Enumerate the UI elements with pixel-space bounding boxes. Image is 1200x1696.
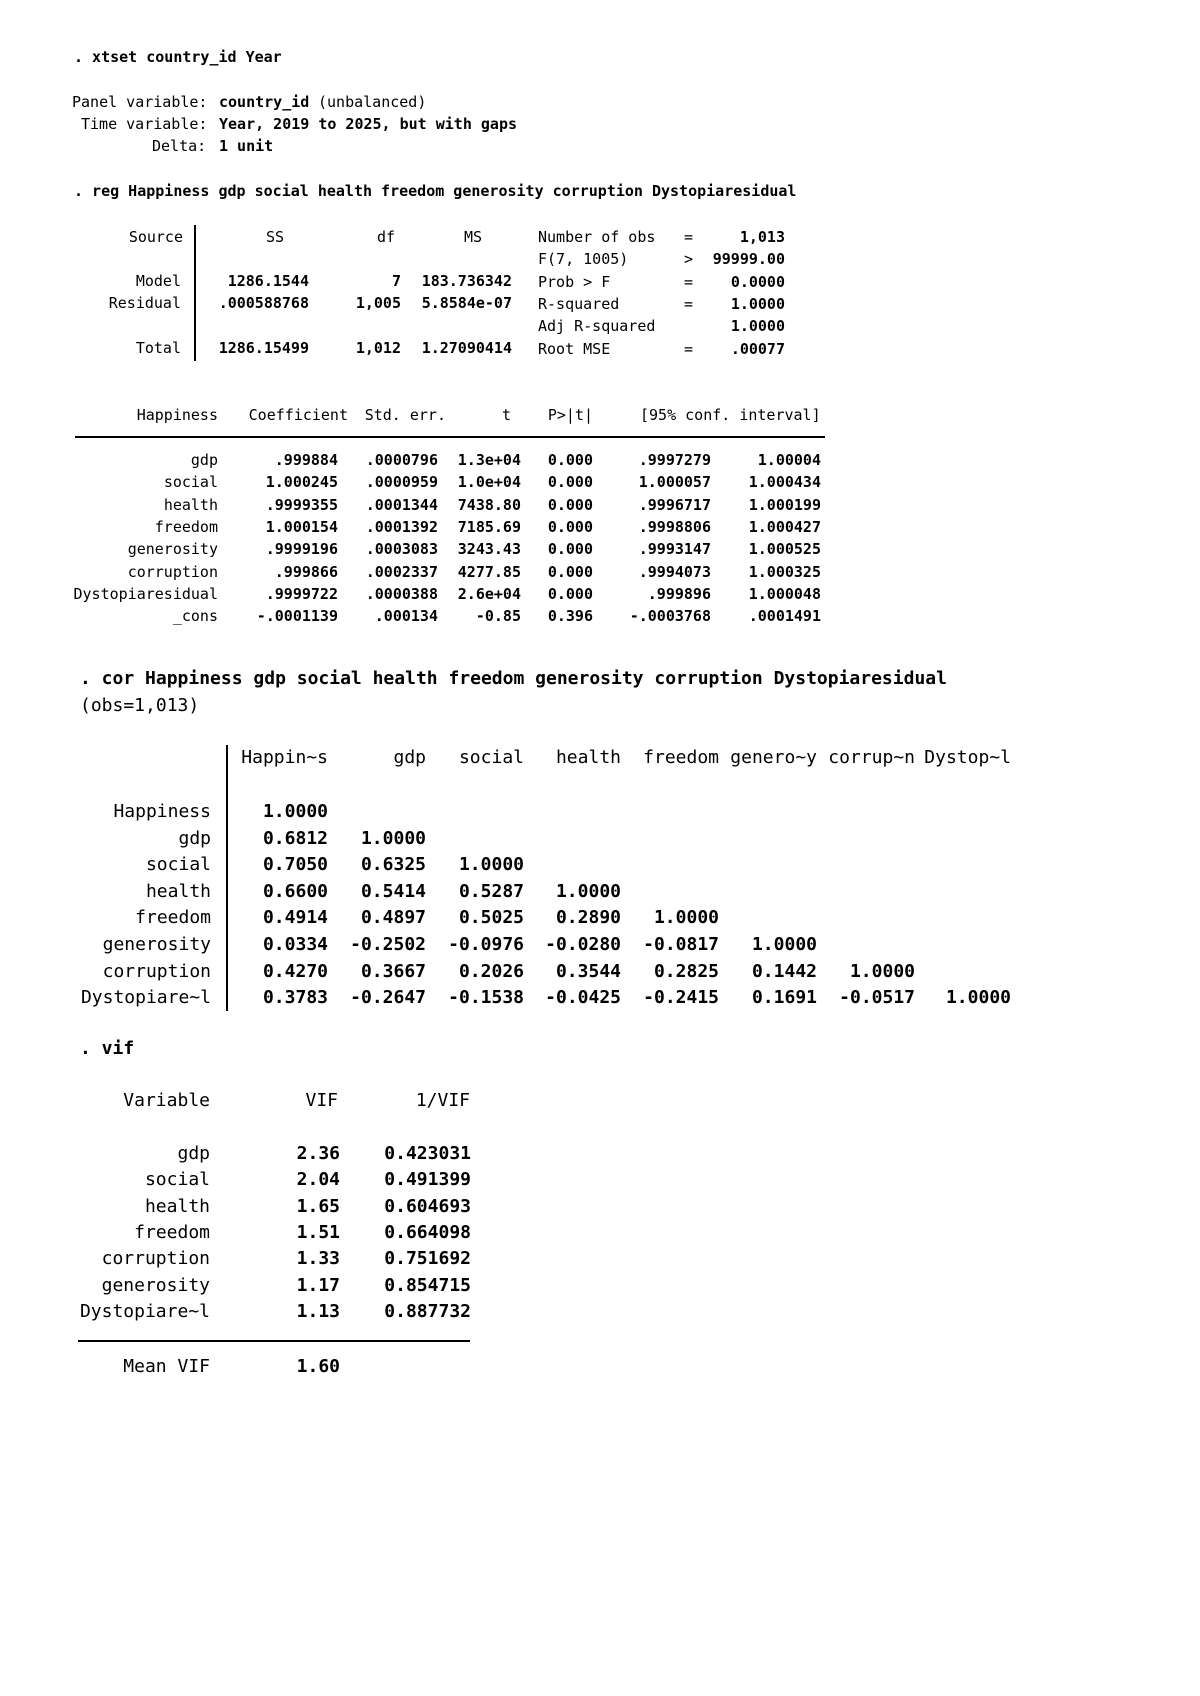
stat-label: F(7, 1005) bbox=[538, 250, 629, 269]
coef-value: 1.000154 bbox=[265, 517, 338, 536]
reg-command: . reg Happiness gdp social health freedom generosity corruption Dystopiaresidual bbox=[74, 182, 797, 200]
stat-value: 99999.00 bbox=[712, 250, 785, 269]
cor-value: 1.0000 bbox=[751, 934, 817, 955]
delta-value: 1 unit bbox=[219, 137, 274, 155]
cor-row-label: Happiness bbox=[113, 801, 211, 822]
cor-value: 0.7050 bbox=[262, 854, 328, 876]
stat-operator: = bbox=[684, 294, 694, 313]
vif-header: 1/VIF bbox=[415, 1090, 470, 1111]
vif-inverse: 0.854715 bbox=[384, 1274, 471, 1296]
cor-value: 0.6600 bbox=[262, 880, 328, 902]
cor-col-header: Happin~s bbox=[241, 747, 328, 768]
coef-p: 0.000 bbox=[547, 495, 593, 514]
cor-value: 0.2026 bbox=[458, 960, 524, 982]
anova-df: 7 bbox=[391, 272, 401, 290]
vif-value: 1.65 bbox=[296, 1195, 340, 1217]
vif-varname: generosity bbox=[101, 1274, 210, 1296]
cor-value: -0.2647 bbox=[350, 987, 426, 1009]
cor-col-header: corrup~n bbox=[828, 747, 915, 768]
coef-p: 0.000 bbox=[547, 473, 593, 492]
vif-value: 1.51 bbox=[296, 1221, 340, 1243]
cor-row-label: Dystopiare~l bbox=[80, 987, 211, 1009]
cor-value: -0.2415 bbox=[643, 987, 719, 1009]
coef-ci-low: .9998806 bbox=[638, 517, 711, 536]
cor-value: -0.0517 bbox=[839, 987, 915, 1009]
coef-t: 4277.85 bbox=[457, 562, 521, 581]
cor-row-label: gdp bbox=[178, 827, 211, 849]
cor-value: 0.0334 bbox=[262, 934, 328, 955]
coef-stderr: .0003083 bbox=[365, 540, 438, 559]
cor-value: 1.0000 bbox=[360, 827, 426, 849]
coef-ci-high: 1.000434 bbox=[748, 473, 821, 492]
vif-inverse: 0.491399 bbox=[384, 1169, 471, 1191]
cor-value: 1.0000 bbox=[945, 987, 1011, 1009]
time-variable-label: Time variable: bbox=[81, 115, 208, 133]
coef-t: -0.85 bbox=[475, 607, 521, 626]
cor-col-header: Dystop~l bbox=[924, 747, 1011, 768]
anova-ms: 1.27090414 bbox=[421, 339, 512, 357]
anova-ss: .000588768 bbox=[218, 294, 309, 312]
vif-value: 1.33 bbox=[296, 1248, 340, 1270]
vif-varname: corruption bbox=[101, 1248, 210, 1270]
cor-row-label: corruption bbox=[102, 960, 211, 982]
coef-header-rule bbox=[75, 436, 825, 438]
cor-value: 0.4270 bbox=[262, 960, 328, 982]
stat-operator: = bbox=[684, 339, 694, 358]
cor-divider bbox=[226, 745, 228, 1011]
coef-ci-low: -.0003768 bbox=[629, 607, 711, 626]
coef-header: Std. err. bbox=[364, 406, 446, 424]
stat-value: 1.0000 bbox=[730, 294, 785, 313]
stat-value: 1.0000 bbox=[730, 317, 785, 336]
coef-ci-high: .0001491 bbox=[748, 607, 821, 626]
vif-inverse: 0.887732 bbox=[384, 1300, 471, 1322]
cor-col-header: genero~y bbox=[730, 747, 817, 768]
vif-inverse: 0.604693 bbox=[384, 1195, 471, 1217]
vif-command: . vif bbox=[80, 1038, 135, 1059]
anova-ms: 183.736342 bbox=[421, 272, 512, 290]
panel-variable-note: (unbalanced) bbox=[318, 93, 427, 111]
anova-df: 1,012 bbox=[355, 339, 401, 357]
coef-ci-high: 1.000427 bbox=[748, 517, 821, 536]
coef-value: .9999355 bbox=[265, 495, 338, 514]
coef-varname: gdp bbox=[190, 451, 218, 469]
coef-value: 1.000245 bbox=[265, 473, 338, 492]
coef-varname: _cons bbox=[172, 607, 218, 626]
coef-stderr: .0000959 bbox=[365, 473, 438, 492]
cor-value: -0.2502 bbox=[350, 934, 426, 955]
stat-label: R-squared bbox=[538, 294, 620, 313]
anova-ms: 5.8584e-07 bbox=[421, 294, 512, 312]
delta-label: Delta: bbox=[152, 137, 207, 155]
stat-label: Root MSE bbox=[538, 339, 611, 358]
coef-t: 7438.80 bbox=[457, 495, 521, 514]
cor-command: . cor Happiness gdp social health freedom generosity corruption Dystopiaresidual bbox=[80, 668, 947, 689]
anova-df: 1,005 bbox=[355, 294, 401, 312]
vif-value: 1.17 bbox=[296, 1274, 340, 1296]
cor-value: 0.5414 bbox=[360, 880, 426, 902]
coef-value: -.0001139 bbox=[256, 607, 338, 626]
coef-header: P>|t| bbox=[547, 406, 593, 424]
coef-t: 7185.69 bbox=[457, 517, 521, 536]
cor-value: 0.2890 bbox=[555, 907, 621, 929]
vif-varname: health bbox=[144, 1195, 210, 1217]
coef-ci-high: 1.000199 bbox=[748, 495, 821, 514]
coef-ci-low: 1.000057 bbox=[638, 473, 711, 492]
vif-header: Variable bbox=[123, 1090, 210, 1111]
coef-p: 0.000 bbox=[547, 517, 593, 536]
stat-label: Adj R-squared bbox=[538, 317, 656, 336]
vif-varname: social bbox=[144, 1169, 210, 1191]
coef-ci-high: 1.000325 bbox=[748, 562, 821, 581]
anova-ss: 1286.1544 bbox=[227, 272, 309, 290]
vif-inverse: 0.664098 bbox=[384, 1221, 471, 1243]
stat-operator: = bbox=[684, 272, 694, 291]
cor-row-label: generosity bbox=[102, 934, 211, 955]
cor-value: 1.0000 bbox=[849, 960, 915, 982]
cor-value: -0.0425 bbox=[545, 987, 621, 1009]
stat-operator: = bbox=[684, 228, 694, 246]
cor-value: 0.1691 bbox=[751, 987, 817, 1009]
cor-value: 0.6812 bbox=[262, 827, 328, 849]
coef-varname: social bbox=[163, 473, 218, 492]
cor-value: 0.4914 bbox=[262, 907, 328, 929]
vif-rule bbox=[78, 1340, 470, 1342]
anova-ss: 1286.15499 bbox=[218, 339, 309, 357]
coef-varname: freedom bbox=[154, 517, 218, 536]
coef-t: 1.0e+04 bbox=[457, 473, 521, 492]
cor-value: 1.0000 bbox=[262, 801, 328, 822]
cor-value: -0.0280 bbox=[545, 934, 621, 955]
cor-value: -0.1538 bbox=[448, 987, 524, 1009]
coef-header-ci: [95% conf. interval] bbox=[640, 406, 821, 424]
coef-varname: Dystopiaresidual bbox=[73, 584, 218, 603]
anova-source: Total bbox=[135, 339, 181, 357]
stat-label: Number of obs bbox=[538, 228, 656, 246]
coef-stderr: .0000388 bbox=[365, 584, 438, 603]
stat-operator: > bbox=[684, 250, 694, 269]
panel-variable-value: country_id bbox=[219, 93, 310, 111]
cor-value: 0.1442 bbox=[751, 960, 817, 982]
xtset-command: . xtset country_id Year bbox=[74, 48, 282, 66]
cor-col-header: freedom bbox=[643, 747, 719, 768]
coef-stderr: .0000796 bbox=[365, 451, 438, 469]
coef-ci-high: 1.00004 bbox=[757, 451, 821, 469]
cor-value: 0.3783 bbox=[262, 987, 328, 1009]
coef-header: Coefficient bbox=[248, 406, 348, 424]
coef-ci-low: .9997279 bbox=[638, 451, 711, 469]
stat-label: Prob > F bbox=[538, 272, 611, 291]
coef-t: 3243.43 bbox=[457, 540, 521, 559]
cor-row-label: health bbox=[145, 880, 211, 902]
coef-t: 1.3e+04 bbox=[457, 451, 521, 469]
coef-ci-low: .999896 bbox=[647, 584, 711, 603]
cor-value: 1.0000 bbox=[555, 880, 621, 902]
vif-varname: freedom bbox=[134, 1221, 210, 1243]
vif-header: VIF bbox=[305, 1090, 338, 1111]
coef-ci-low: .9993147 bbox=[638, 540, 711, 559]
vif-value: 2.36 bbox=[296, 1143, 340, 1164]
anova-header: SS bbox=[265, 228, 284, 246]
cor-row-label: social bbox=[145, 854, 211, 876]
coef-stderr: .0002337 bbox=[365, 562, 438, 581]
vif-value: 1.13 bbox=[296, 1300, 340, 1322]
coef-p: 0.000 bbox=[547, 584, 593, 603]
cor-value: 1.0000 bbox=[653, 907, 719, 929]
panel-variable-label: Panel variable: bbox=[72, 93, 208, 111]
vif-varname: Dystopiare~l bbox=[79, 1300, 210, 1322]
cor-value: 0.6325 bbox=[360, 854, 426, 876]
cor-value: -0.0817 bbox=[643, 934, 719, 955]
cor-value: 0.5287 bbox=[458, 880, 524, 902]
coef-p: 0.000 bbox=[547, 451, 593, 469]
cor-value: 0.3544 bbox=[555, 960, 621, 982]
cor-value: 1.0000 bbox=[458, 854, 524, 876]
coef-ci-high: 1.000048 bbox=[748, 584, 821, 603]
anova-header: Source bbox=[128, 228, 183, 246]
coef-varname: corruption bbox=[127, 562, 218, 581]
vif-value: 2.04 bbox=[296, 1169, 340, 1191]
coef-varname: health bbox=[163, 495, 218, 514]
time-variable-value: Year, 2019 to 2025, but with gaps bbox=[219, 115, 518, 133]
coef-header: Happiness bbox=[136, 406, 218, 424]
anova-divider bbox=[194, 225, 196, 361]
coef-stderr: .0001392 bbox=[365, 517, 438, 536]
coef-t: 2.6e+04 bbox=[457, 584, 521, 603]
coef-p: 0.396 bbox=[547, 607, 593, 626]
cor-col-header: social bbox=[458, 747, 524, 768]
coef-value: .999866 bbox=[274, 562, 338, 581]
coef-value: .9999196 bbox=[265, 540, 338, 559]
vif-inverse: 0.751692 bbox=[384, 1248, 471, 1270]
coef-p: 0.000 bbox=[547, 540, 593, 559]
coef-ci-high: 1.000525 bbox=[748, 540, 821, 559]
coef-stderr: .0001344 bbox=[365, 495, 438, 514]
coef-stderr: .000134 bbox=[374, 607, 438, 626]
vif-varname: gdp bbox=[177, 1143, 210, 1164]
cor-value: 0.4897 bbox=[360, 907, 426, 929]
coef-value: .9999722 bbox=[265, 584, 338, 603]
cor-value: -0.0976 bbox=[448, 934, 524, 955]
cor-col-header: gdp bbox=[393, 747, 426, 768]
cor-col-header: health bbox=[555, 747, 621, 768]
stat-value: 0.0000 bbox=[730, 272, 785, 291]
coef-varname: generosity bbox=[127, 540, 218, 559]
anova-source: Model bbox=[135, 272, 181, 290]
cor-value: 0.5025 bbox=[458, 907, 524, 929]
vif-inverse: 0.423031 bbox=[384, 1143, 471, 1164]
vif-mean-value: 1.60 bbox=[296, 1356, 340, 1377]
anova-header: df bbox=[376, 228, 395, 246]
vif-mean-label: Mean VIF bbox=[123, 1356, 210, 1377]
stat-value: 1,013 bbox=[739, 228, 785, 246]
anova-header: MS bbox=[463, 228, 482, 246]
coef-p: 0.000 bbox=[547, 562, 593, 581]
coef-ci-low: .9996717 bbox=[638, 495, 711, 514]
anova-source: Residual bbox=[108, 294, 181, 312]
cor-value: 0.2825 bbox=[653, 960, 719, 982]
cor-row-label: freedom bbox=[135, 907, 211, 929]
coef-header: t bbox=[501, 406, 511, 424]
cor-obs: (obs=1,013) bbox=[80, 695, 200, 716]
stat-value: .00077 bbox=[730, 339, 785, 358]
cor-value: 0.3667 bbox=[360, 960, 426, 982]
coef-value: .999884 bbox=[274, 451, 338, 469]
coef-ci-low: .9994073 bbox=[638, 562, 711, 581]
